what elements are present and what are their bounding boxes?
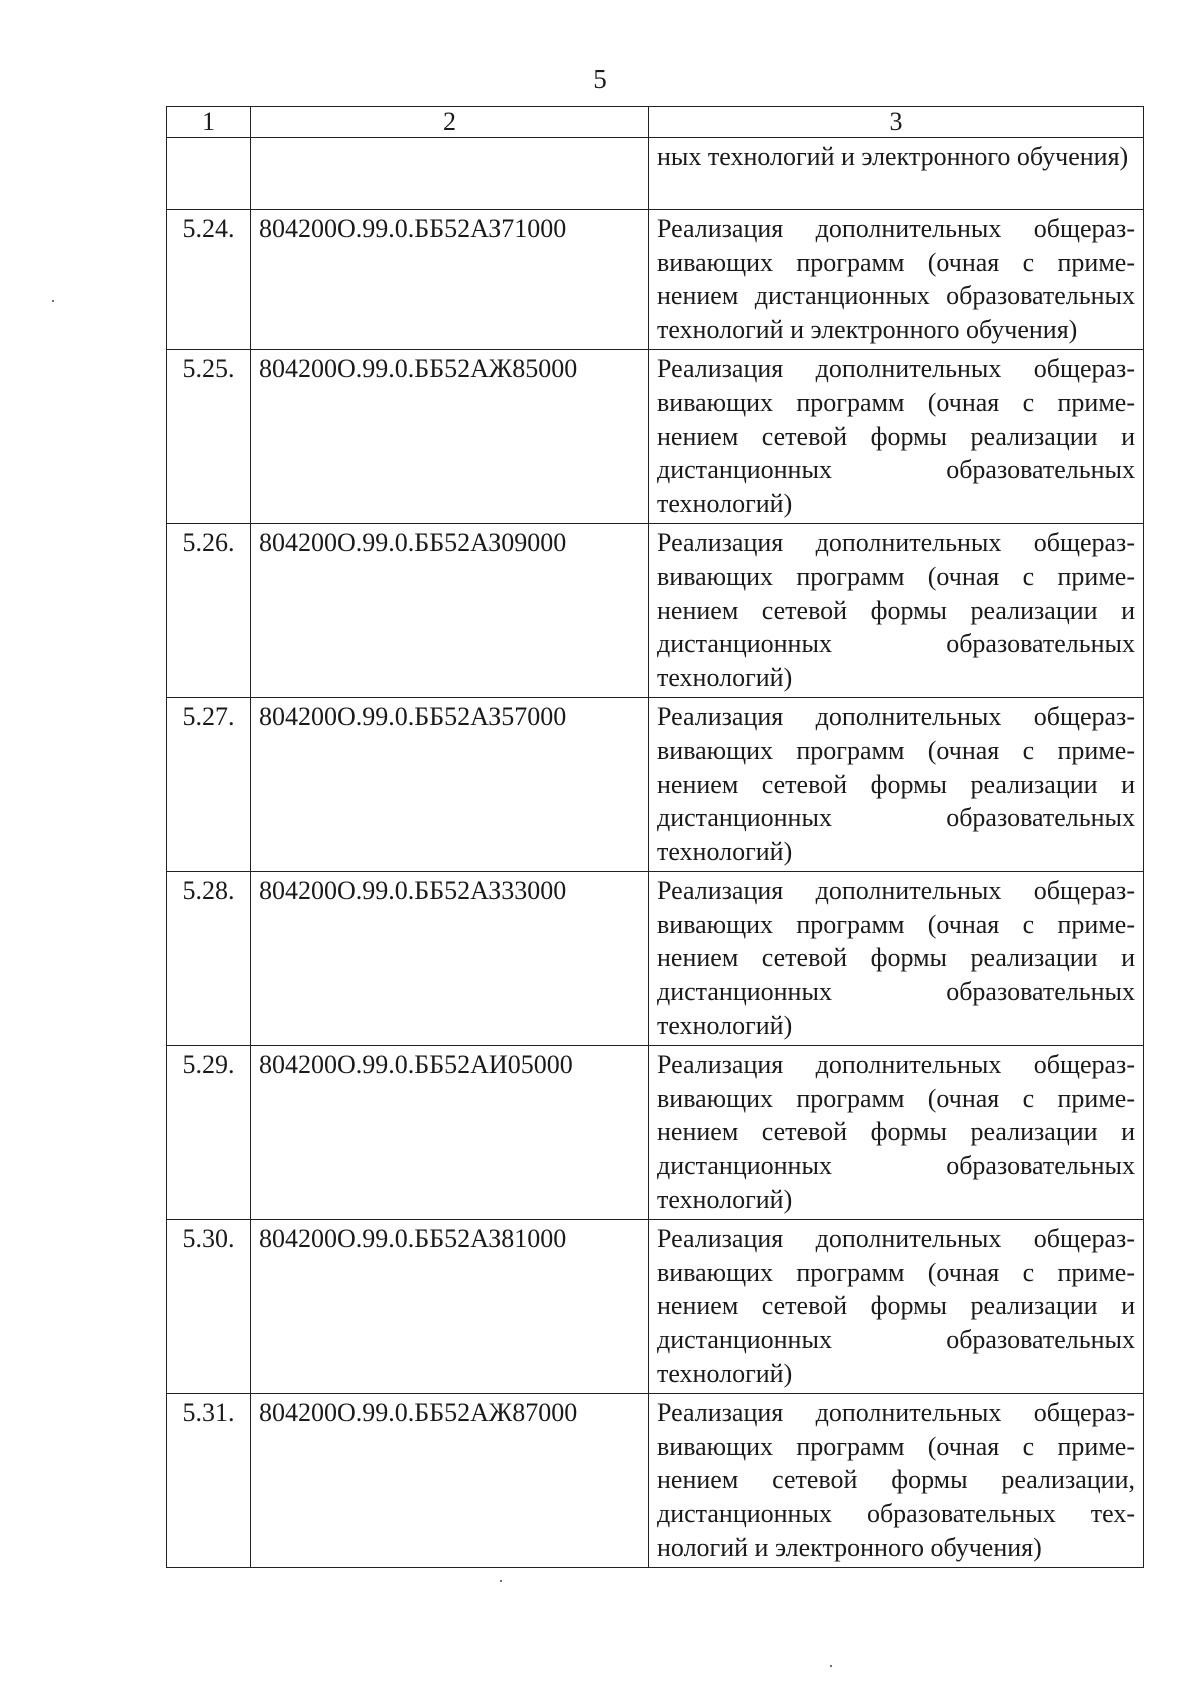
row-code: 804200О.99.0.ББ52АЗ81000 [251,1220,649,1394]
row-number: 5.24. [167,210,251,350]
scan-speck [52,300,54,302]
row-description: Реализация дополнительных общеразвивающих программ (очная с применением дистанционных образовательных технологий и электронного обучения) [649,210,1144,350]
table-row [167,210,1144,350]
table-row [167,1220,1144,1394]
row-number: 5.26. [167,524,251,698]
row-description: ных технологий и электронного обучения) [649,138,1144,210]
header-cell-3: 3 [649,107,1144,138]
row-number: 5.29. [167,1046,251,1220]
header-cell-1: 1 [167,107,251,138]
row-description: Реализация дополнительных общеразвивающих программ (очная с применением сетевой формы реализации и дистанционных образовательных технологий) [649,1220,1144,1394]
row-description: Реализация дополнительных общеразвивающих программ (очная с применением сетевой формы реализации, дистанционных образовательных технологий и электронного обучения) [649,1394,1144,1568]
table-row [167,698,1144,872]
row-description: Реализация дополнительных общеразвивающих программ (очная с применением сетевой формы реализации и дистанционных образовательных технологий) [649,524,1144,698]
row-number: 5.31. [167,1394,251,1568]
table-row [167,524,1144,698]
row-code [251,138,649,210]
row-code: 804200О.99.0.ББ52АЖ87000 [251,1394,649,1568]
table-row [167,350,1144,524]
scan-speck [830,1665,832,1667]
table-row [167,1394,1144,1568]
row-number: 5.27. [167,698,251,872]
row-code: 804200О.99.0.ББ52АИ05000 [251,1046,649,1220]
services-table [166,106,1144,1568]
row-number: 5.30. [167,1220,251,1394]
row-code: 804200О.99.0.ББ52АЖ85000 [251,350,649,524]
row-description: Реализация дополнительных общеразвивающих программ (очная с применением сетевой формы реализации и дистанционных образовательных технологий) [649,1046,1144,1220]
table-header-row [167,107,1144,138]
row-code: 804200О.99.0.ББ52АЗ57000 [251,698,649,872]
row-number [167,138,251,210]
table-row [167,1046,1144,1220]
page-number: 5 [593,64,607,94]
row-code: 804200О.99.0.ББ52АЗ71000 [251,210,649,350]
row-number: 5.25. [167,350,251,524]
row-code: 804200О.99.0.ББ52АЗ33000 [251,872,649,1046]
row-code: 804200О.99.0.ББ52АЗ09000 [251,524,649,698]
row-number: 5.28. [167,872,251,1046]
row-description: Реализация дополнительных общеразвивающих программ (очная с применением сетевой формы реализации и дистанционных образовательных технологий) [649,350,1144,524]
row-description: Реализация дополнительных общеразвивающих программ (очная с применением сетевой формы реализации и дистанционных образовательных технологий) [649,872,1144,1046]
scan-speck [500,1580,502,1582]
row-description: Реализация дополнительных общеразвивающих программ (очная с применением сетевой формы реализации и дистанционных образовательных технологий) [649,698,1144,872]
header-cell-2: 2 [251,107,649,138]
table-row [167,872,1144,1046]
table-row [167,138,1144,210]
